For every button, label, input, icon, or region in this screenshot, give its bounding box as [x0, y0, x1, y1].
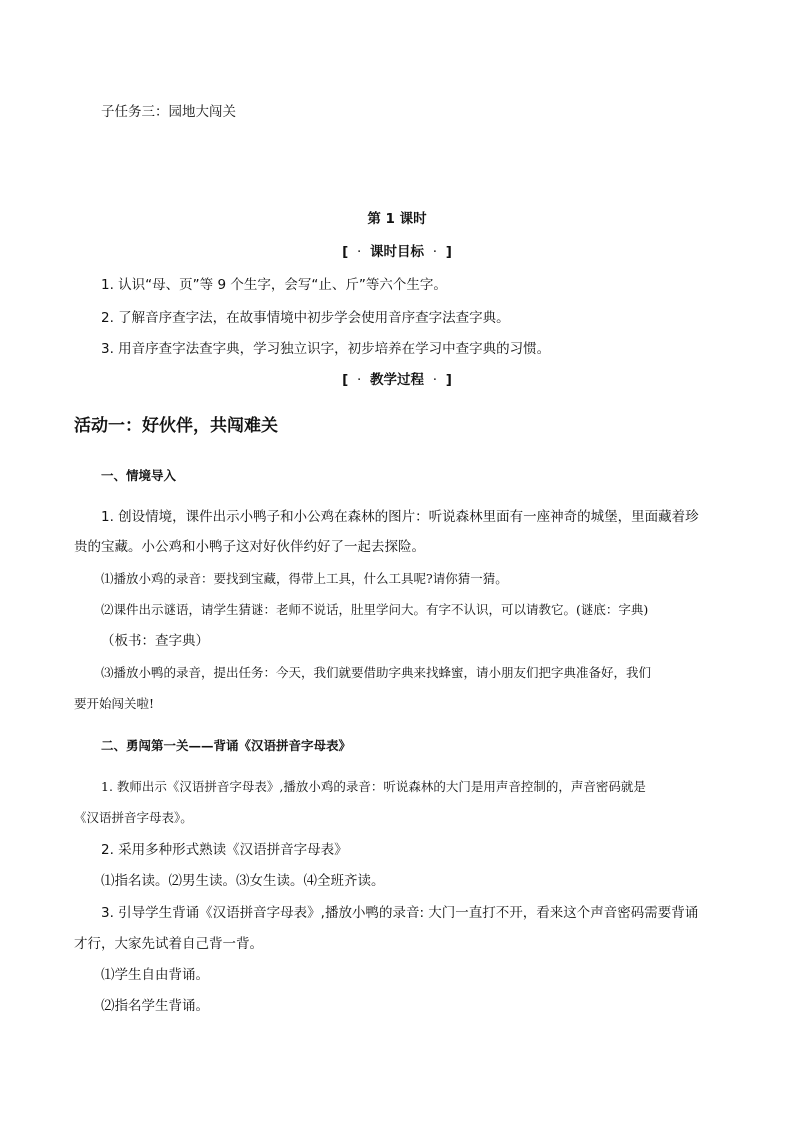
paragraph-line: 贵的宝藏。小公鸡和小鸭子这对好伙伴约好了一起去探险。	[74, 539, 425, 555]
paragraph-line: 1. 教师出示《汉语拼音字母表》,播放小鸡的录音：听说森林的大门是用声音控制的，声音密码就是	[101, 779, 646, 794]
process-header	[0, 370, 794, 390]
bracket-right: ]	[445, 244, 452, 260]
dot-left: ·	[357, 372, 362, 388]
list-item: ⑵指名学生背诵。	[101, 998, 209, 1014]
list-item: ⑵课件出示谜语，请学生猜谜：老师不说话，肚里学问大。有字不认识，可以请教它。(谜底：字典)	[101, 602, 649, 617]
list-item: ⑴指名读。⑵男生读。⑶女生读。⑷全班齐读。	[101, 873, 385, 889]
list-item: ⑶播放小鸭的录音，提出任务：今天，我们就要借助字典来找蜂蜜，请小朋友们把字典准备好，我们	[101, 665, 652, 680]
objective-item: 1. 认识“母、页”等 9 个生字，会写“止、斤”等六个生字。	[101, 277, 447, 293]
paragraph-line: 2. 采用多种形式熟读《汉语拼音字母表》	[101, 842, 348, 858]
objective-item: 2. 了解音序查字法，在故事情境中初步学会使用音序查字法查字典。	[101, 310, 510, 326]
objectives-header-text: 课时目标	[370, 244, 424, 260]
objective-item: 3. 用音序查字法查字典，学习独立识字，初步培养在学习中查字典的习惯。	[101, 341, 551, 357]
paragraph-line: 《汉语拼音字母表》。	[74, 810, 193, 825]
bracket-right: ]	[445, 372, 452, 388]
dot-right: ·	[432, 244, 437, 260]
list-item: （板书：查字典）	[101, 633, 209, 649]
dot-right: ·	[432, 372, 437, 388]
paragraph-line: 1. 创设情境，课件出示小鸭子和小公鸡在森林的图片：听说森林里面有一座神奇的城堡，里面藏着珍	[101, 509, 699, 525]
list-item: 要开始闯关啦!	[74, 696, 155, 711]
process-header-text: 教学过程	[370, 372, 424, 388]
bracket-left: [	[342, 372, 349, 388]
dot-left: ·	[357, 244, 362, 260]
subtask-title: 子任务三：园地大闯关	[101, 104, 236, 120]
section-heading: 二、勇闯第一关——背诵《汉语拼音字母表》	[101, 738, 352, 753]
lesson-title: 第 1 课时	[367, 211, 427, 227]
list-item: ⑴播放小鸡的录音：要找到宝藏，得带上工具，什么工具呢?请你猜一猜。	[101, 571, 508, 586]
activity-title: 活动一：好伙伴，共闯难关	[74, 416, 278, 436]
section-heading: 一、情境导入	[101, 468, 177, 483]
paragraph-line: 才行，大家先试着自己背一背。	[74, 936, 263, 952]
paragraph-line: 3. 引导学生背诵《汉语拼音字母表》,播放小鸭的录音: 大门一直打不开，看来这个声音密码需要背诵	[101, 905, 699, 921]
list-item: ⑴学生自由背诵。	[101, 967, 209, 983]
objectives-header	[0, 242, 794, 262]
bracket-left: [	[342, 244, 349, 260]
